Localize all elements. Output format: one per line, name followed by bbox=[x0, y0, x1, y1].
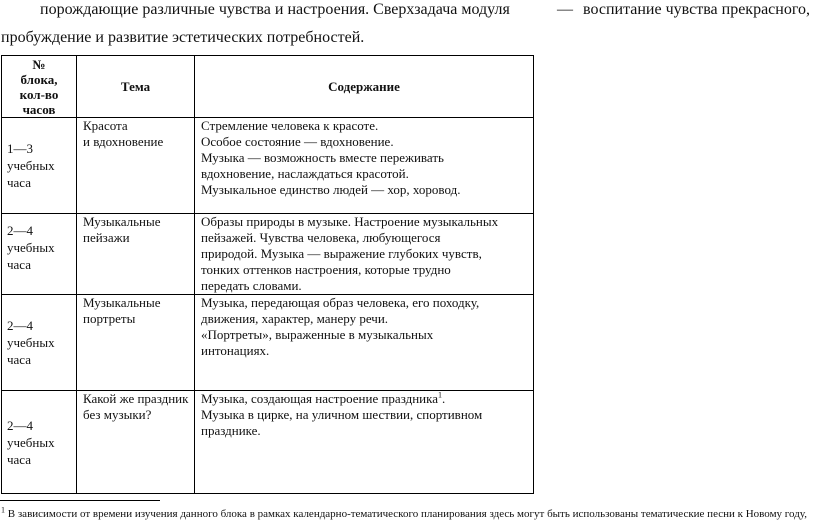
content-cell: Музыка, передающая образ человека, его походку, движения, характер, манеру речи. «Портреты», выраженные в музыкальных интонациях. bbox=[195, 295, 534, 391]
content-cell: Музыка, создающая настроение праздника$^1$. Музыка в цирке, на уличном шествии, спортивном празднике. bbox=[195, 391, 534, 494]
intro-dash: — bbox=[557, 1, 573, 18]
block-hours-cell: 2—4 учебных часа bbox=[2, 391, 77, 494]
table-row bbox=[2, 214, 534, 295]
topic-cell: Музыкальные пейзажи bbox=[77, 214, 195, 295]
block-hours-cell: 2—4 учебных часа bbox=[2, 214, 77, 295]
footnote-ref[interactable]: 1 bbox=[438, 390, 443, 400]
content-cell: Стремление человека к красоте. Особое состояние — вдохновение. Музыка — возможность вместе переживать вдохновение, наслаждаться красотой. Музыкальное единство людей — хор, хоровод. bbox=[195, 118, 534, 214]
header-block-hours: № блока, кол-во часов bbox=[2, 56, 77, 118]
topic-cell: Музыкальные портреты bbox=[77, 295, 195, 391]
table-header-row bbox=[2, 56, 534, 118]
table-row bbox=[2, 295, 534, 391]
footnote-divider bbox=[0, 500, 160, 501]
content-cell: Образы природы в музыке. Настроение музыкальных пейзажей. Чувства человека, любующегося природой. Музыка — выражение глубоких чувств, тонких оттенков настроения, которые трудно передать словами. bbox=[195, 214, 534, 295]
intro-text-left: порождающие различные чувства и настроения. Сверхзадача модуля bbox=[40, 1, 510, 18]
table-row bbox=[2, 391, 534, 494]
topic-cell: Какой же праздник без музыки? bbox=[77, 391, 195, 494]
footnote bbox=[1, 505, 807, 520]
intro-text-right: воспитание чувства прекрасного, bbox=[583, 1, 810, 18]
footnote-mark: 1 bbox=[1, 505, 5, 515]
header-content: Содержание bbox=[195, 56, 534, 118]
block-hours-cell: 1—3 учебных часа bbox=[2, 118, 77, 214]
module-table bbox=[1, 55, 534, 494]
header-topic: Тема bbox=[77, 56, 195, 118]
intro-text-line2: пробуждение и развитие эстетических потребностей. bbox=[1, 29, 365, 46]
content-line-with-footnote: Музыка, создающая настроение праздника$^1$. bbox=[201, 390, 446, 406]
footnote-text: В зависимости от времени изучения данного блока в рамках календарно-тематического планирования здесь могут быть использованы тематические песни к Новому году, bbox=[5, 508, 807, 520]
block-hours-cell: 2—4 учебных часа bbox=[2, 295, 77, 391]
topic-cell: Красота и вдохновение bbox=[77, 118, 195, 214]
table-row bbox=[2, 118, 534, 214]
